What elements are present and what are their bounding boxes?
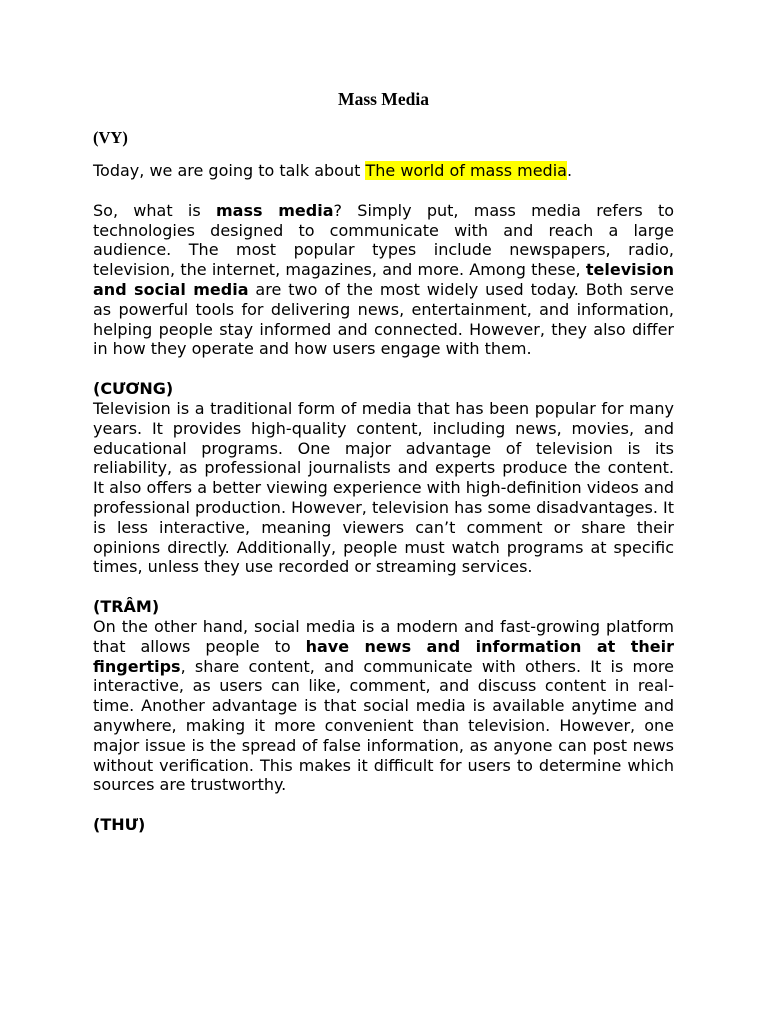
p2-bold-mass-media: mass media <box>215 200 334 220</box>
p2-text-a: So, what is <box>93 200 216 220</box>
tram-text-a: On the other hand, social media is a modern and fast-growing platform that allows people to <box>93 616 674 656</box>
social-media-paragraph <box>93 617 674 795</box>
intro-paragraph <box>93 161 674 181</box>
tram-bold-fingertips: have news and information at their fingertips <box>93 636 674 676</box>
tram-text-c: , share content, and communicate with others. It is more interactive, as users can like, comment, and discuss content in real-time. Another advantage is that social media is available anytime and anywhere, making it more convenient than television. However, one major issue is the spread of false information, as anyone can post news without verification. This makes it difficult for users to determine which sources are trustworthy. <box>93 656 674 795</box>
television-paragraph: Television is a traditional form of media that has been popular for many years. It provides high-quality content, including news, movies, and educational programs. One major advantage of television is its reliability, as professional journalists and experts produce the content. It also offers a better viewing experience with high-definition videos and professional production. However, television has some disadvantages. It is less interactive, meaning viewers can’t comment or share their opinions directly. Additionally, people must watch programs at specific times, unless they use recorded or streaming services. <box>93 398 674 577</box>
intro-text: Today, we are going to talk about <box>93 161 366 180</box>
p2-bold-tv-social: television and social media <box>93 260 674 299</box>
p2-text-e: are two of the most widely used today. Both serve as powerful tools for delivering news, entertainment, and information, helping people stay informed and connected. However, they also differ in how they operate and how users engage with them. <box>93 279 674 359</box>
document-title: Mass Media <box>338 89 429 109</box>
p2-text-c: ? Simply put, mass media refers to technologies designed to communicate with and reach a large audience. The most popular types include newspapers, radio, television, the internet, magazines, and more. Among these, <box>93 200 675 280</box>
mass-media-definition-paragraph <box>93 201 674 359</box>
speaker-vy: (VY) <box>93 128 128 147</box>
intro-end: . <box>566 161 573 180</box>
speaker-tram: (TRÂM) <box>93 597 160 617</box>
document-page <box>93 86 674 835</box>
speaker-cuong: (CƯƠNG) <box>93 379 174 399</box>
highlighted-topic: The world of mass media <box>365 161 567 180</box>
speaker-thu: (THƯ) <box>93 815 146 835</box>
